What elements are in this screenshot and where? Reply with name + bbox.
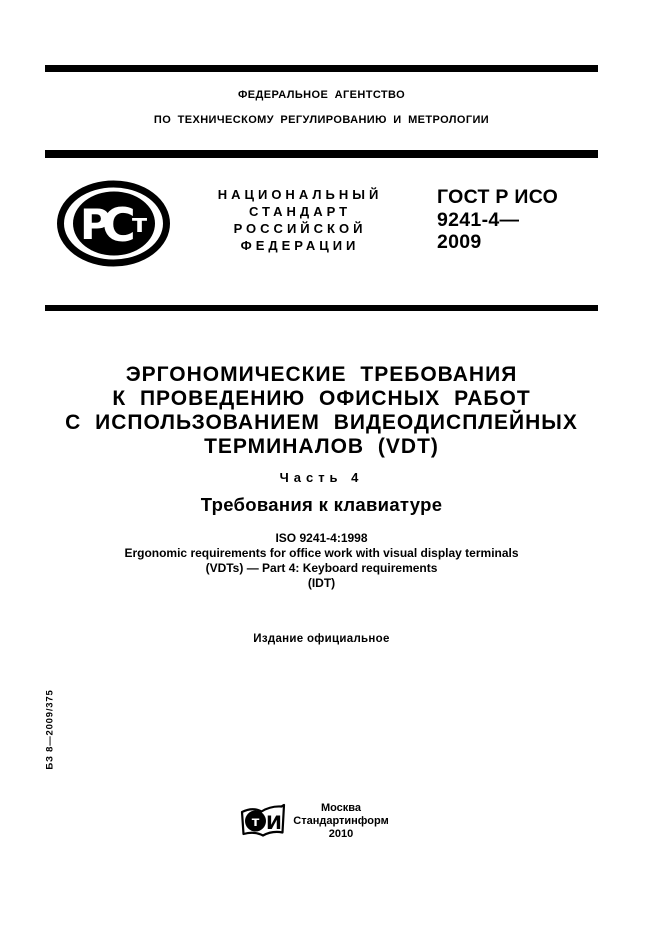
document-title (45, 363, 598, 459)
title-line: К ПРОВЕДЕНИЮ ОФИСНЫХ РАБОТ (112, 387, 531, 410)
designation-line: 9241-4— (437, 208, 520, 231)
imprint-city: Москва (320, 802, 362, 814)
edition-note: Издание официальное (253, 633, 390, 645)
standard-type-line: ФЕДЕРАЦИИ (240, 238, 360, 253)
iso-reference-block (45, 531, 598, 591)
agency-header-line2: ПО ТЕХНИЧЕСКОМУ РЕГУЛИРОВАНИЮ И МЕТРОЛОГИИ (153, 114, 490, 126)
title-line: С ИСПОЛЬЗОВАНИЕМ ВИДЕОДИСПЛЕЙНЫХ (65, 411, 578, 434)
registry-side-code: БЗ 8—2009/375 (44, 689, 56, 770)
iso-reference-line: ISO 9241-4:1998 (275, 531, 368, 545)
imprint-year: 2010 (328, 828, 354, 840)
standard-type-line: РОССИЙСКОЙ (233, 221, 367, 236)
svg-text:С: С (102, 198, 136, 252)
part-number: Часть 4 (279, 470, 364, 485)
rst-conformity-mark-icon (56, 180, 171, 267)
title-line: ЭРГОНОМИЧЕСКИЕ ТРЕБОВАНИЯ (125, 363, 518, 386)
part-subtitle: Требования к клавиатуре (200, 494, 443, 515)
standard-type-line: НАЦИОНАЛЬНЫЙ (217, 187, 383, 202)
banner-rule (45, 305, 598, 311)
header-rule (45, 150, 598, 158)
standard-type-block (190, 186, 410, 254)
imprint-logo-letter-t: т (251, 815, 260, 830)
designation-line: ГОСТ Р ИСО (437, 186, 559, 208)
imprint-logo-letter-i: И (266, 812, 282, 834)
designation-line: 2009 (437, 231, 482, 253)
iso-reference-line: (VDTs) — Part 4: Keyboard requirements (205, 561, 438, 575)
svg-text:Р: Р (80, 200, 111, 249)
imprint-block (268, 802, 414, 841)
iso-reference-line: (IDT) (307, 576, 336, 590)
standard-designation (437, 186, 558, 254)
imprint-publisher: Стандартинформ (293, 815, 389, 827)
top-rule (45, 65, 598, 72)
svg-text:т: т (132, 209, 148, 239)
title-line: ТЕРМИНАЛОВ (VDT) (204, 435, 439, 458)
standard-type-line: СТАНДАРТ (248, 204, 352, 219)
agency-header-line1: ФЕДЕРАЛЬНОЕ АГЕНТСТВО (237, 89, 406, 101)
iso-reference-line: Ergonomic requirements for office work with visual display terminals (124, 546, 519, 560)
